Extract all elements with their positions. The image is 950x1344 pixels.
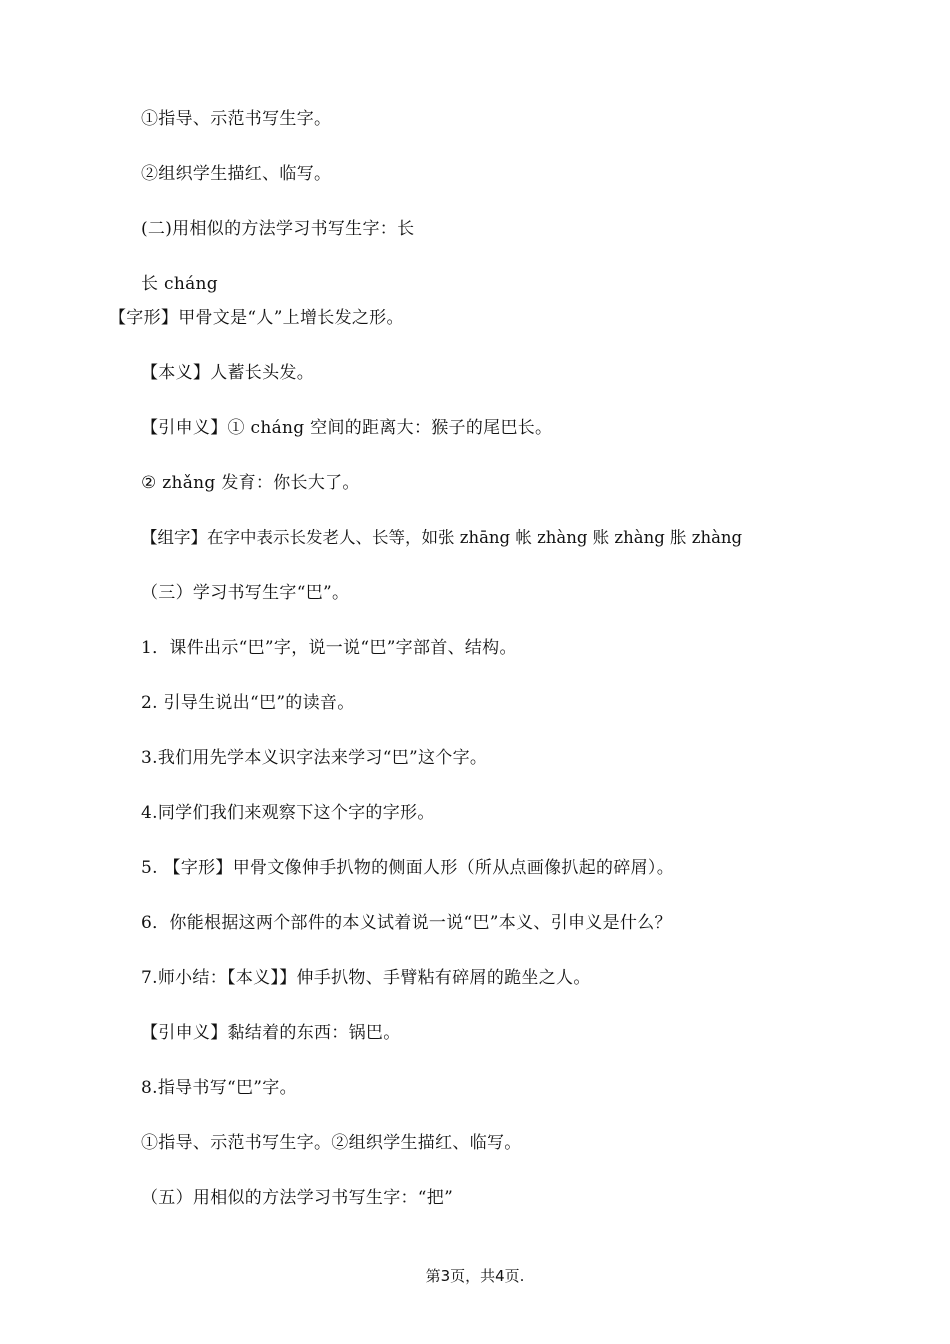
text-line: ② zhǎng 发育：你长大了。 [141, 473, 360, 493]
text-line: ①指导、示范书写生字。②组织学生描红、临写。 [141, 1133, 522, 1153]
text-line: 4.同学们我们来观察下这个字的字形。 [141, 803, 435, 823]
section-heading: (二)用相似的方法学习书写生字：长 [141, 219, 415, 239]
text-line: 8.指导书写“巴”字。 [141, 1078, 297, 1098]
text-line: 5. 【字形】甲骨文像伸手扒物的侧面人形（所从点画像扒起的碎屑）。 [141, 858, 675, 878]
text-line: 【引申义】黏结着的东西：锅巴。 [141, 1023, 401, 1043]
text-line: ②组织学生描红、临写。 [141, 164, 332, 184]
page-footer: 第3页，共4页. [425, 1267, 525, 1285]
text-line: 2. 引导生说出“巴”的读音。 [141, 693, 355, 713]
text-line: 【组字】在字中表示长发老人、长等，如张 zhāng 帐 zhàng 账 zhàng 胀 zhàng [141, 528, 743, 547]
text-line: 【字形】甲骨文是“人”上增长发之形。 [109, 308, 404, 328]
text-line: 7.师小结：【本义】】伸手扒物、手臂粘有碎屑的跪坐之人。 [141, 968, 591, 988]
section-heading: （五）用相似的方法学习书写生字：“把” [141, 1188, 454, 1208]
text-line: 【引申义】① cháng 空间的距离大：猴子的尾巴长。 [141, 418, 553, 438]
text-line: ①指导、示范书写生字。 [141, 109, 332, 129]
text-line: 长 cháng [141, 274, 218, 294]
text-line: 6．你能根据这两个部件的本义试着说一说“巴”本义、引申义是什么？ [141, 913, 672, 933]
section-heading: （三）学习书写生字“巴”。 [141, 583, 350, 603]
text-line: 3.我们用先学本义识字法来学习“巴”这个字。 [141, 748, 488, 768]
text-line: 【本义】人蓄长头发。 [141, 363, 314, 383]
text-line: 1．课件出示“巴”字，说一说“巴”字部首、结构。 [141, 638, 517, 658]
